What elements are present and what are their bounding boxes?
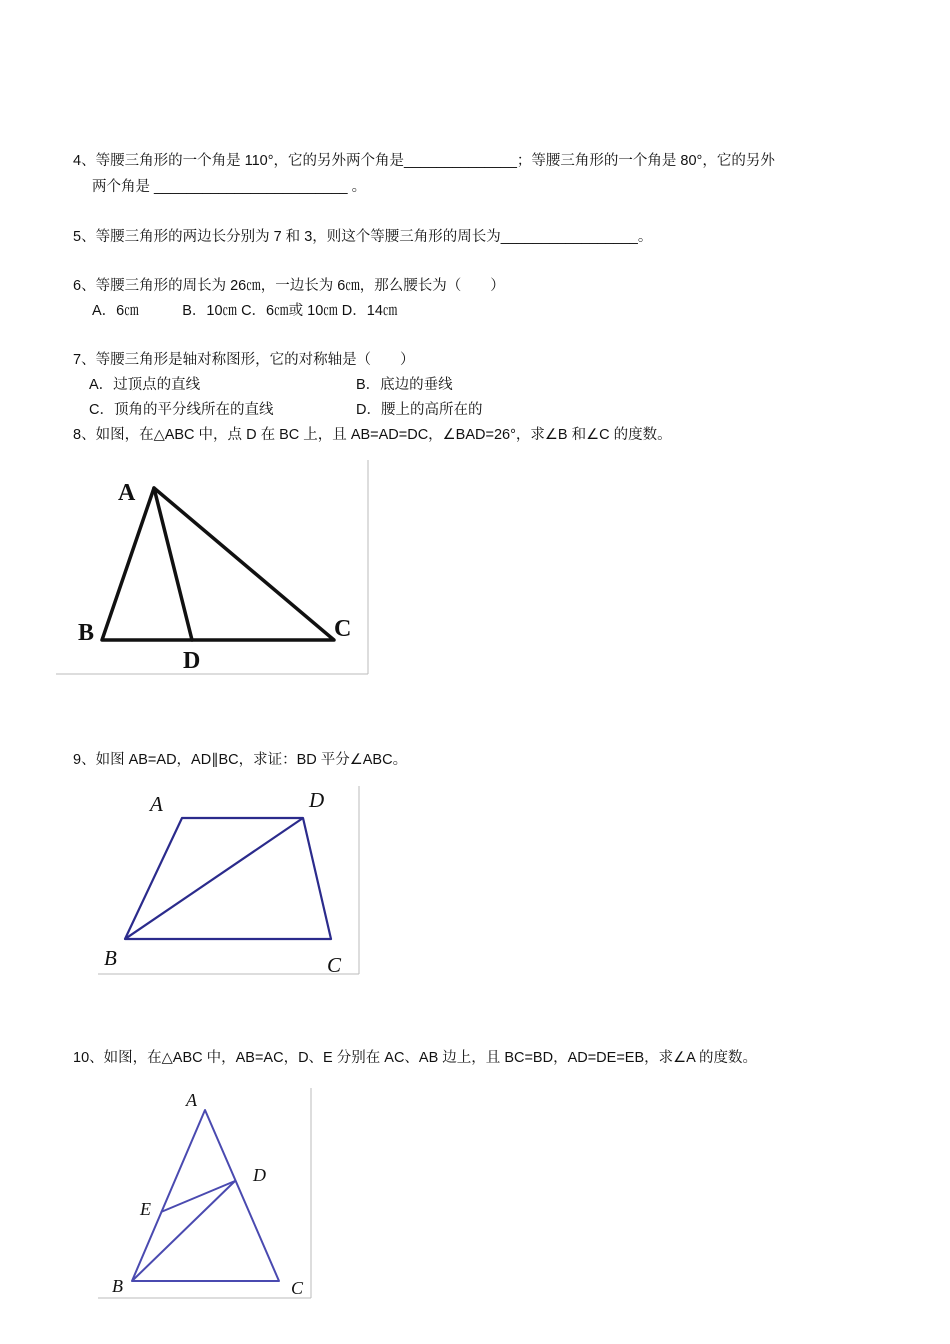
label-c: C [327,953,342,977]
q4-line-1: 4、等腰三角形的一个角是 110°，它的另外两个角是______________；等腰三角形的一个角是 80°，它的另外 [73,153,775,169]
label-d: D [309,788,325,812]
q7-stem: 7、等腰三角形是轴对称图形，它的对称轴是（ ） [73,352,415,368]
label-a: A [118,480,136,506]
q10-triangle-figure [98,1088,314,1302]
label-b: B [112,1276,123,1296]
q7-option-b: B．底边的垂线 [356,377,453,393]
label-b: B [78,620,95,646]
label-c: C [334,616,352,642]
q8-text: 8、如图，在△ABC 中，点 D 在 BC 上，且 AB=AD=DC，∠BAD=26°，求∠B 和∠C 的度数。 [73,427,672,443]
triangle-abc [102,488,334,640]
q9-trapezoid-figure [98,786,362,978]
q10-text: 10、如图，在△ABC 中，AB=AC，D、E 分别在 AC、AB 边上，且 BC=BD，AD=DE=EB，求∠A 的度数。 [73,1050,758,1066]
q4-line-2: 两个角是 ________________________ 。 [92,179,367,195]
label-c: C [291,1278,304,1298]
label-a: A [150,792,163,816]
label-d: D [183,648,201,674]
trapezoid-abcd [125,818,331,939]
q7-option-a: A．过顶点的直线 [89,377,201,393]
label-d: D [253,1165,266,1185]
q6-options: A．6㎝ B．10㎝ C．6㎝或 10㎝ D．14㎝ [92,303,398,319]
q9-text: 9、如图 AB=AD，AD∥BC，求证：BD 平分∠ABC。 [73,752,408,768]
q8-triangle-figure [56,460,370,676]
segment-bd [132,1181,235,1281]
q6-stem: 6、等腰三角形的周长为 26㎝，一边长为 6㎝，那么腰长为（ ） [73,278,505,294]
label-e: E [140,1199,151,1219]
segment-ad [154,488,192,640]
label-b: B [104,946,117,970]
q7-option-c: C．顶角的平分线所在的直线 [89,402,274,418]
triangle-abc [132,1110,279,1281]
q7-option-d: D．腰上的高所在的 [356,402,483,418]
q5-text: 5、等腰三角形的两边长分别为 7 和 3，则这个等腰三角形的周长为_________________。 [73,229,653,245]
label-a: A [186,1090,197,1110]
diagonal-bd [125,818,303,939]
